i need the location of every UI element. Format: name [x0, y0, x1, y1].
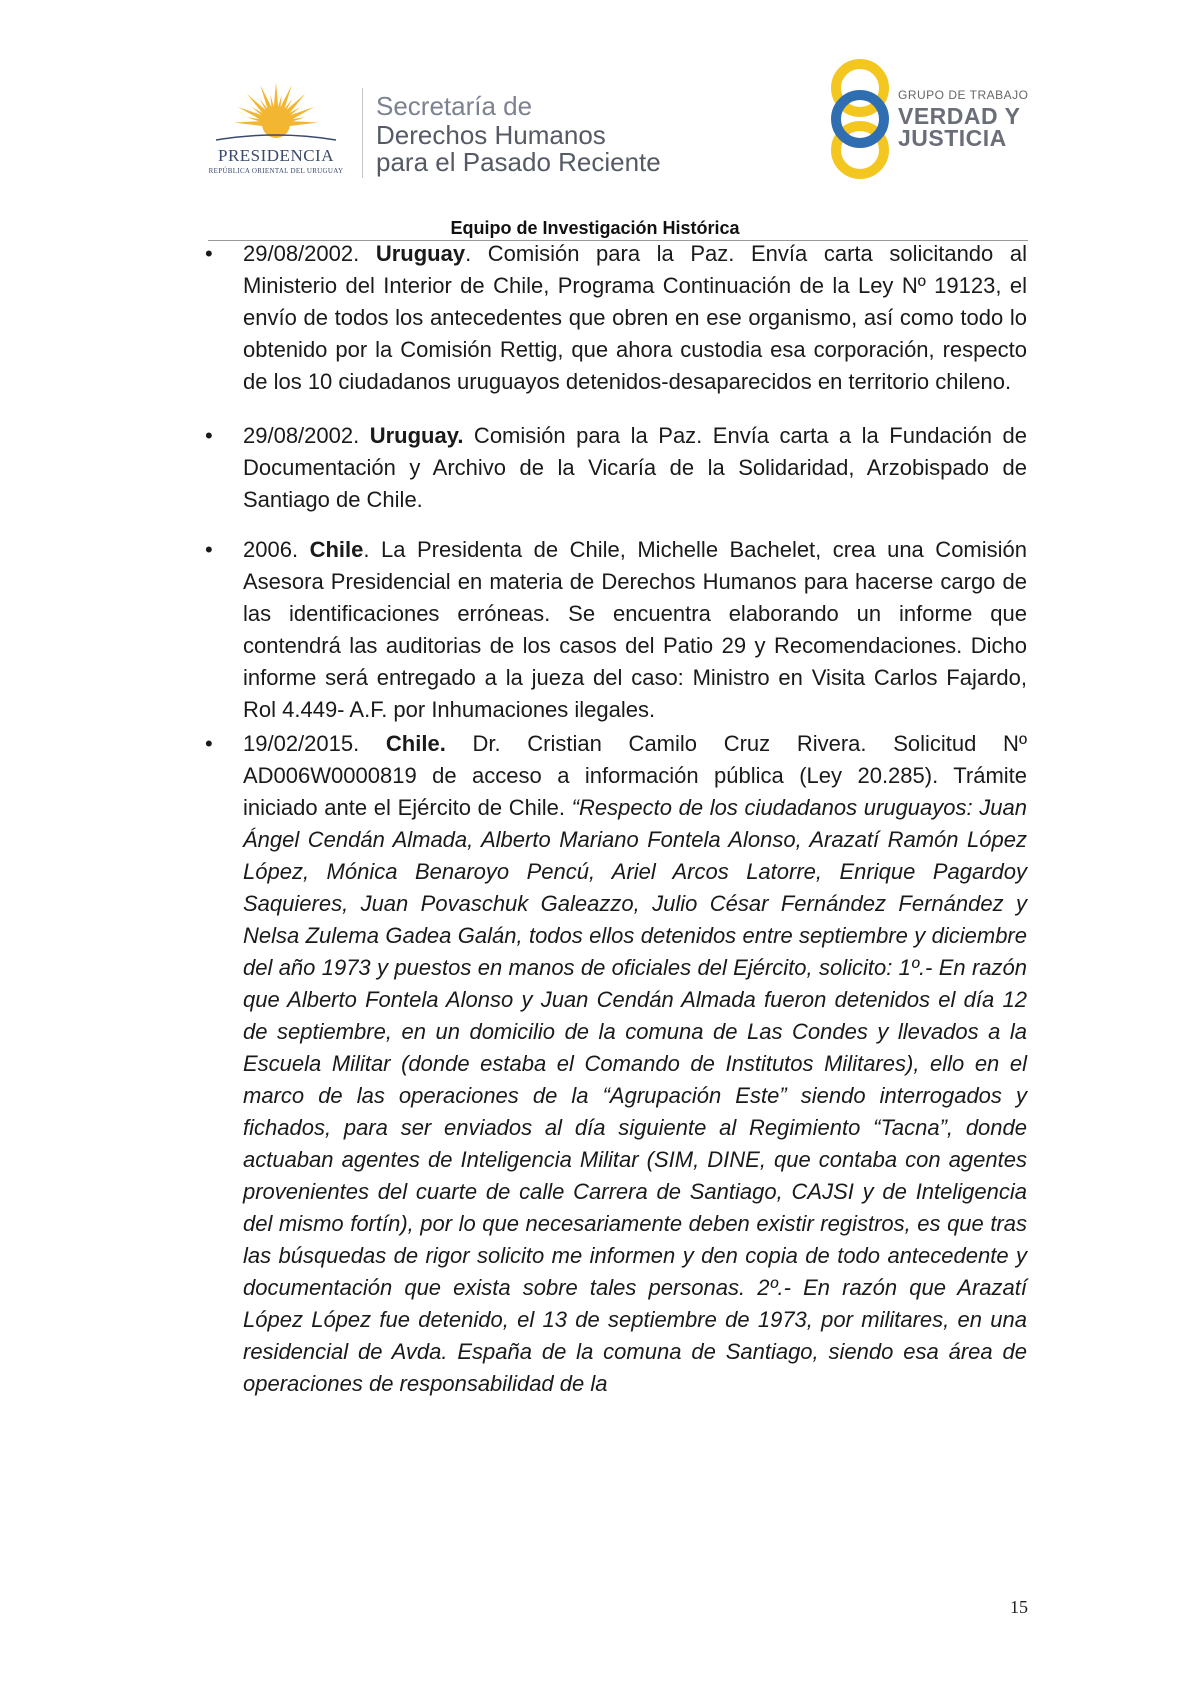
item-text: Dr. Cristian Camilo Cruz Rivera. Solicitud Nº AD006W0000819 de acceso a información pública (Ley 20.285). Trámite iniciado ante el Ejército de Chile. — [243, 731, 1027, 820]
item-text: Comisión para la Paz. Envía carta a la Fundación de Documentación y Archivo de la Vicaría de la Solidaridad, Arzobispado de Santiago de Chile. — [243, 423, 1027, 512]
team-title: Equipo de Investigación Histórica — [450, 218, 740, 238]
bullet: • — [205, 537, 213, 562]
secretaria-line-1: Secretaría de — [376, 91, 533, 121]
gtvj-small-label: GRUPO DE TRABAJO — [898, 88, 1029, 102]
secretaria-line-3: para el Pasado Reciente — [376, 147, 661, 177]
bullet: • — [205, 423, 213, 448]
header-divider — [362, 88, 363, 178]
list-item — [205, 238, 1027, 398]
item-date: 29/08/2002. — [243, 423, 370, 448]
item-country: Chile — [309, 537, 364, 562]
document-body — [205, 238, 1027, 1400]
presidencia-subtitle: REPÚBLICA ORIENTAL DEL URUGUAY — [208, 167, 344, 175]
presidencia-label: PRESIDENCIA — [217, 146, 334, 165]
page-header — [0, 0, 1190, 250]
page-number: 15 — [1010, 1597, 1028, 1617]
gtvj-line-1: VERDAD Y — [898, 103, 1021, 129]
item-text: . La Presidenta de Chile, Michelle Bachelet, crea una Comisión Asesora Presidencial en materia de Derechos Humanos para hacerse cargo de las identificaciones erróneas. Se encuentra elaborando un informe que contendrá las auditorias de los casos del Patio 29 y Recomendaciones. Dicho informe será entregado a la jueza del caso: Ministro en Visita Carlos Fajardo, Rol 4.449- A.F. por Inhumaciones ilegales. — [243, 537, 1027, 722]
item-country: Uruguay. — [369, 423, 464, 448]
item-country: Chile. — [385, 731, 446, 756]
item-date: 19/02/2015. — [243, 731, 386, 756]
list-item — [205, 728, 1027, 1400]
item-quote: “Respecto de los ciudadanos uruguayos: Juan Ángel Cendán Almada, Alberto Mariano Fontela Alonso, Arazatí Ramón López López, Mónica Benaroyo Pencú, Ariel Arcos Latorre, Enrique Pagardoy Saquieres, Juan Povaschuk Galeazzo, Julio César Fernández Fernández y Nelsa Zulema Gadea Galán, todos ellos detenidos entre septiembre y diciembre del año 1973 y puestos en manos de oficiales del Ejército, solicito: 1º.- En razón que Alberto Fontela Alonso y Juan Cendán Almada fueron detenidos el día 12 de septiembre, en un domicilio de la comuna de Las Condes y llevados a la Escuela Militar (donde estaba el Comando de Institutos Militares), ello en el marco de las operaciones de la “Agrupación Este” siendo interrogados y fichados, para ser enviados al día siguiente al Regimiento “Tacna”, donde actuaban agentes de Inteligencia Militar (SIM, DINE, que contaba con agentes provenientes del cuarte de calle Carrera de Santiago, CAJSI y de Inteligencia del mismo fortín), por lo que necesariamente deben existir registros, es que tras las búsquedas de rigor solicito me informen y den copia de todo antecedente y documentación que exista sobre tales personas. 2º.- En razón que Arazatí López López fue detenido, el 13 de septiembre de 1973, por militares, en una residencial de Avda. España de la comuna de Santiago, siendo esa área de operaciones de responsabilidad de la — [243, 795, 1027, 1396]
list-item — [205, 420, 1027, 516]
rings-logo-icon — [820, 56, 900, 182]
item-country: Uruguay — [375, 241, 466, 266]
gtvj-line-2: JUSTICIA — [898, 125, 1007, 151]
bullet: • — [205, 241, 213, 266]
item-date: 29/08/2002. — [243, 241, 376, 266]
item-text: . Comisión para la Paz. Envía carta solicitando al Ministerio del Interior de Chile, Programa Continuación de la Ley Nº 19123, el envío de todos los antecedentes que obren en ese organismo, así como todo lo obtenido por la Comisión Rettig, que ahora custodia esa corporación, respecto de los 10 ciudadanos uruguayos detenidos-desaparecidos en territorio chileno. — [243, 241, 1027, 394]
list-item — [205, 534, 1027, 726]
bullet: • — [205, 731, 213, 756]
item-date: 2006. — [243, 537, 310, 562]
secretaria-line-2: Derechos Humanos — [376, 120, 606, 150]
